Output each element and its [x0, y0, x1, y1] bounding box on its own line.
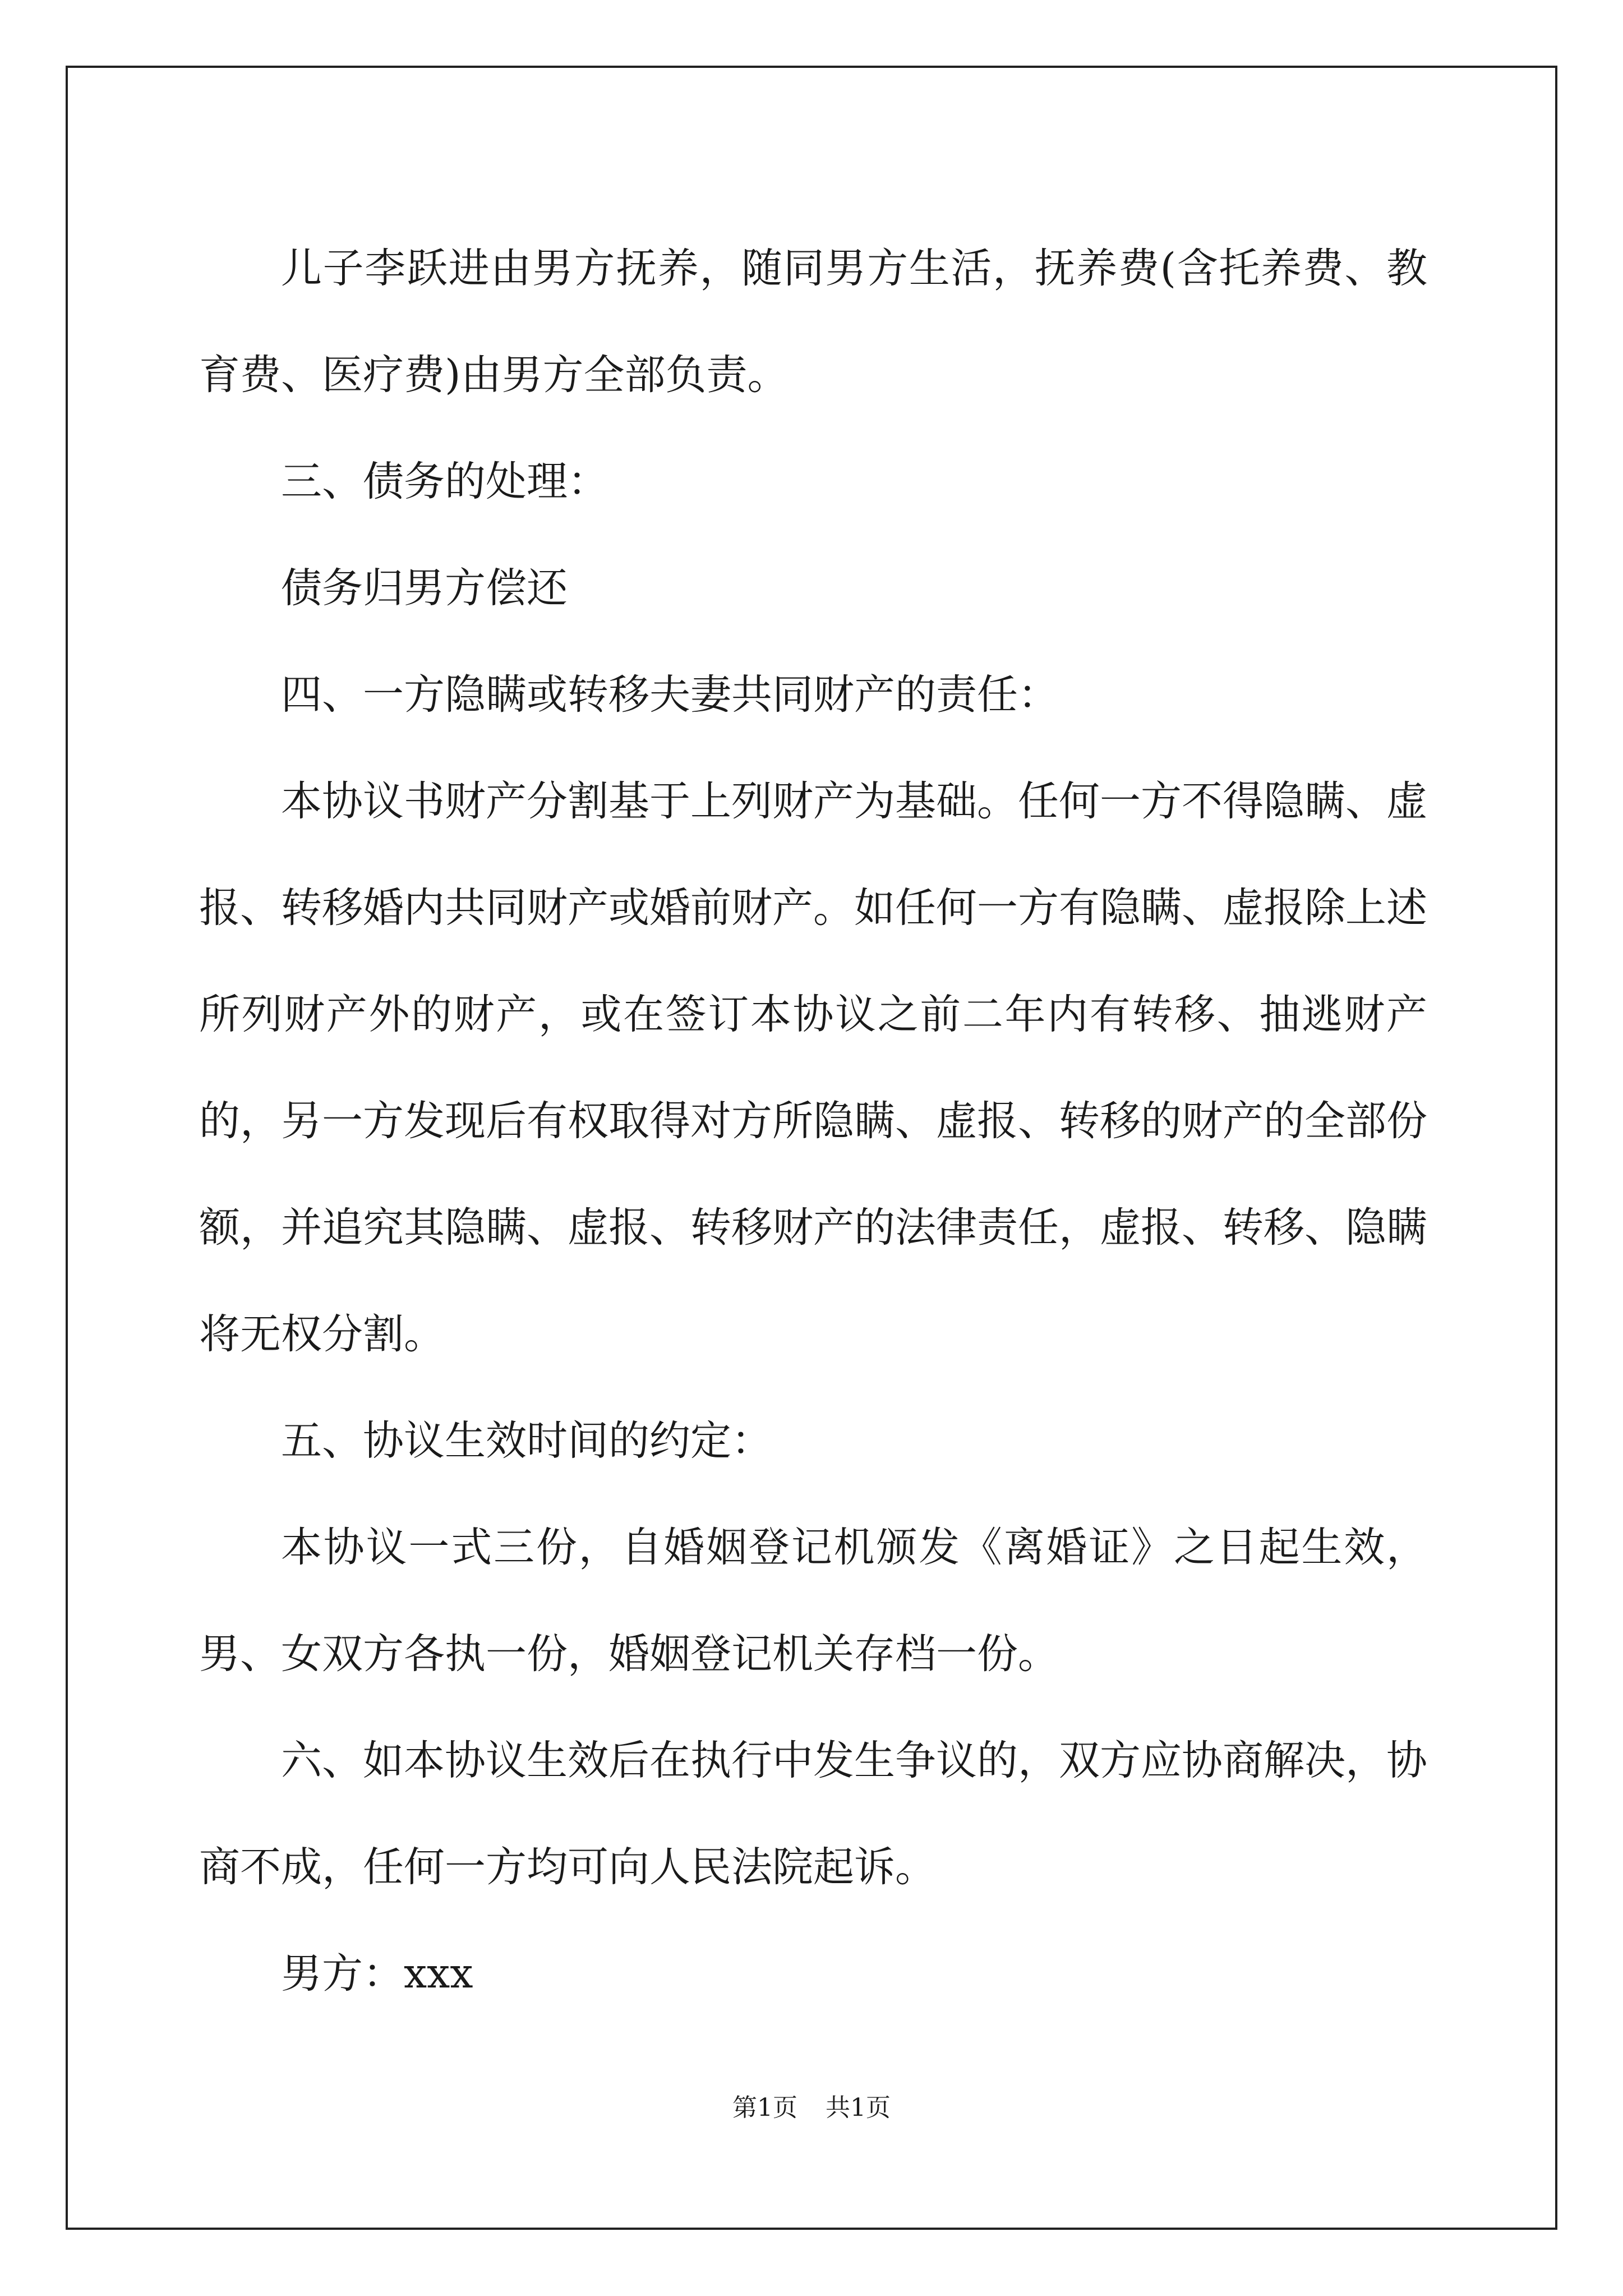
heading-concealment-liability: 四、一方隐瞒或转移夫妻共同财产的责任：	[281, 671, 1059, 719]
paragraph-debt: 债务归男方偿还	[281, 564, 568, 612]
page-number-total: 共1页	[826, 2093, 891, 2122]
paragraph-concealment: 本协议书财产分割基于上列财产为基础。任何一方不得隐瞒、虚报、转移婚内共同财产或婚前财产。如任何一方有隐瞒、虚报除上述所列财产外的财产，或在签订本协议之前二年内有转移、抽逃财产的，另一方发现后有权取得对方所隐瞒、虚报、转移的财产的全部份额，并追究其隐瞒、虚报、转移财产的法律责任，虚报、转移、隐瞒将无权分割。	[199, 777, 1427, 1358]
heading-effective-date: 五、协议生效时间的约定：	[281, 1417, 772, 1465]
paragraph-dispute: 六、如本协议生效后在执行中发生争议的，双方应协商解决，协商不成，任何一方均可向人民法院起诉。	[199, 1737, 1427, 1891]
paragraph-custody: 儿子李跃进由男方抚养，随同男方生活，抚养费(含托养费、教育费、医疗费)由男方全部负责。	[199, 245, 1427, 399]
signature-male-party: 男方：xxx	[281, 1950, 473, 1998]
page-number-current: 第1页	[732, 2093, 797, 2122]
document-body	[199, 215, 1427, 2027]
page-footer	[0, 2091, 1623, 2125]
heading-debt-handling: 三、债务的处理：	[281, 458, 608, 505]
paragraph-effective: 本协议一式三份，自婚姻登记机颁发《离婚证》之日起生效，男、女双方各执一份，婚姻登记机关存档一份。	[199, 1524, 1427, 1678]
